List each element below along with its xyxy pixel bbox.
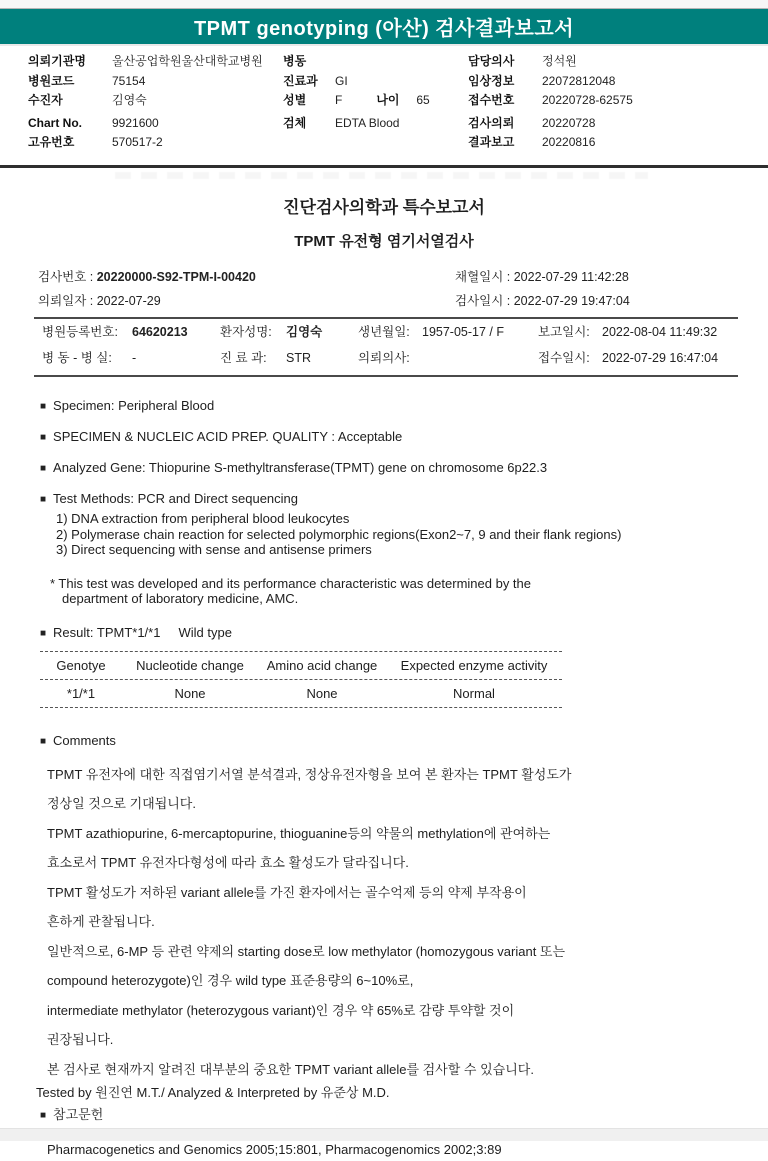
field-label: Chart No.: [28, 115, 82, 130]
field-value: 9921600: [112, 115, 159, 130]
analyzed-gene-line: ■ Analyzed Gene: Thiopurine S-methyltransferase(TPMT) gene on chromosome 6p22.3: [40, 460, 548, 475]
field-label: 수진자: [28, 93, 63, 107]
exam-no-label: 검사번호 :: [38, 270, 94, 284]
draw-time-label: 채혈일시 :: [455, 270, 511, 284]
field-label: 진 료 과:: [220, 351, 267, 365]
field-label: 병원코드: [28, 73, 75, 88]
field-value: GI: [335, 73, 348, 88]
report-time: 2022-08-04 11:49:32: [602, 325, 718, 339]
test-method-steps: [0, 511, 768, 558]
comment-line: TPMT 활성도가 저하된 variant allele를 가진 환자에서는 골수억제 등의 약제 부작용이: [47, 884, 527, 900]
referring-doctor: [422, 345, 538, 371]
comment-line: 효소로서 TPMT 유전자다형성에 따라 효소 활성도가 달라집니다.: [47, 855, 409, 870]
field-value: 20220728-62575: [542, 93, 633, 107]
report-title-bar: [0, 9, 768, 46]
request-date-label: 의뢰일자 :: [38, 294, 94, 308]
amino-acid-cell: None: [306, 685, 338, 701]
result-table-data-row: [40, 680, 562, 707]
enzyme-activity-cell: Normal: [453, 685, 495, 701]
receipt-time: 2022-07-29 16:47:04: [602, 351, 719, 365]
field-label: 고유번호: [28, 135, 75, 149]
column-header: Expected enzyme activity: [400, 657, 548, 673]
field-label: 진료과: [283, 73, 318, 88]
report-title: TPMT genotyping (아산) 검사결과보고서: [193, 18, 575, 40]
patient-table-bottom-rule: [34, 375, 738, 377]
info-row: [28, 133, 278, 153]
info-row: [283, 91, 463, 111]
field-label: 성별: [283, 93, 307, 107]
info-row: [28, 91, 278, 111]
info-row: [468, 114, 758, 134]
genotype-cell: *1/*1: [66, 685, 96, 701]
result-genotype: Result: TPMT*1/*1: [53, 624, 161, 640]
field-label: 검체: [283, 115, 307, 130]
draw-time-value: 2022-07-29 11:42:28: [513, 270, 629, 284]
field-value: 김영숙: [112, 93, 147, 107]
info-row: [283, 72, 463, 92]
info-row: [468, 91, 758, 111]
patient-row-2: [34, 345, 738, 371]
field-value: 정석원: [542, 54, 577, 68]
age-value: 65: [416, 93, 430, 107]
quality-line: ■ SPECIMEN & NUCLEIC ACID PREP. QUALITY : Acceptable: [40, 429, 403, 444]
patient-info-header: [0, 52, 768, 156]
field-value: EDTA Blood: [335, 115, 400, 130]
ward-room: -: [132, 351, 137, 365]
field-label: 병원등록번호:: [42, 325, 118, 339]
comment-line: 정상일 것으로 기대됩니다.: [47, 796, 196, 811]
info-row: [468, 72, 758, 92]
section-divider: [0, 165, 768, 168]
info-row: [468, 133, 758, 153]
field-label: 결과보고: [468, 135, 515, 149]
info-row: [28, 72, 278, 92]
field-label: 임상정보: [468, 73, 515, 88]
square-bullet-icon: ■: [40, 463, 47, 474]
reference-citation: Pharmacogenetics and Genomics 2005;15:801, Pharmacogenomics 2002;3:89: [47, 1142, 502, 1157]
development-note: * This test was developed and its performance characteristic was determined by the department of laboratory medicine, AMC.: [50, 575, 531, 606]
field-label: 생년월일:: [358, 325, 410, 339]
comment-line: 흔하게 관찰됩니다.: [47, 914, 155, 929]
method-step: 2) Polymerase chain reaction for selected polymorphic regions(Exon2~7, 9 and their flank regions): [56, 526, 622, 542]
test-title: TPMT 유전형 염기서열검사: [294, 233, 474, 250]
dashed-rule: [40, 707, 562, 708]
test-methods-line: ■ Test Methods: PCR and Direct sequencing: [40, 491, 299, 506]
comment-line: compound heterozygote)인 경우 wild type 표준용량의 6~10%로,: [47, 973, 414, 988]
exam-meta: [38, 265, 738, 313]
field-label: 병동: [283, 54, 307, 68]
field-value: 22072812048: [542, 73, 616, 88]
info-row: [283, 52, 463, 72]
department-title: 진단검사의학과 특수보고서: [283, 198, 485, 217]
column-header: Genotye: [56, 657, 106, 673]
age-label: 나이: [376, 93, 400, 107]
patient-table: [34, 319, 738, 371]
info-row: [283, 114, 463, 134]
result-line: [40, 623, 768, 645]
info-row: [28, 52, 278, 72]
field-value: F: [335, 93, 343, 107]
field-value: 20220816: [542, 135, 596, 149]
field-value: 570517-2: [112, 135, 163, 149]
method-step: 3) Direct sequencing with sense and antisense primers: [56, 542, 372, 557]
info-column-middle: [283, 52, 463, 133]
field-label: 보고일시:: [538, 325, 590, 339]
exam-no-value: 20220000-S92-TPM-I-00420: [96, 270, 256, 284]
field-label: 의뢰의사:: [358, 351, 410, 365]
scan-artifact: [115, 172, 648, 179]
field-label: 검사의뢰: [468, 115, 515, 130]
comment-line: TPMT azathiopurine, 6-mercaptopurine, thioguanine등의 약물의 methylation에 관여하는: [47, 825, 551, 841]
method-step: 1) DNA extraction from peripheral blood leukocytes: [56, 511, 350, 526]
square-bullet-icon: ■: [40, 735, 47, 747]
square-bullet-icon: ■: [40, 432, 47, 443]
comments-block: [0, 760, 768, 1085]
field-label: 접수일시:: [538, 351, 590, 365]
field-label: 환자성명:: [220, 325, 272, 339]
comments-title: ■ Comments: [40, 732, 116, 748]
comment-line: 본 검사로 현재까지 알려진 대부분의 중요한 TPMT variant allele를 검사할 수 있습니다.: [47, 1061, 534, 1077]
field-value: 20220728: [542, 115, 596, 130]
references-title: ■ 참고문헌: [40, 1107, 104, 1122]
report-body: [0, 391, 768, 1161]
info-row: [468, 52, 758, 72]
birth-date: 1957-05-17 / F: [422, 325, 504, 339]
column-header: Amino acid change: [266, 657, 378, 673]
comment-line: 권장됩니다.: [47, 1032, 114, 1047]
department: STR: [286, 351, 311, 365]
result-table: [40, 651, 562, 708]
info-column-right: [468, 52, 758, 153]
request-date-value: 2022-07-29: [96, 294, 161, 308]
comment-line: intermediate methylator (heterozygous variant)인 경우 약 65%로 감량 투약할 것이: [47, 1002, 515, 1018]
field-value: 울산공업학원울산대학교병원: [112, 54, 263, 68]
hospital-id: 64620213: [132, 325, 188, 339]
field-label: 병 동 - 병 실:: [42, 351, 112, 365]
result-table-header-row: [40, 652, 562, 679]
test-time-value: 2022-07-29 19:47:04: [513, 294, 630, 308]
nucleotide-cell: None: [174, 685, 206, 701]
info-row: [28, 114, 278, 134]
square-bullet-icon: ■: [40, 627, 47, 639]
field-label: 접수번호: [468, 93, 515, 107]
field-label: 담당의사: [468, 54, 515, 68]
square-bullet-icon: ■: [40, 1110, 47, 1121]
field-label: 의뢰기관명: [28, 54, 86, 68]
result-interpretation: Wild type: [178, 624, 232, 640]
tested-by-line: Tested by 원진연 M.T./ Analyzed & Interpreted by 유준상 M.D.: [36, 1085, 390, 1100]
comment-line: 일반적으로, 6-MP 등 관련 약제의 starting dose로 low methylator (homozygous variant 또는: [47, 943, 566, 959]
field-value: 75154: [112, 73, 146, 88]
column-header: Nucleotide change: [136, 657, 244, 673]
comment-line: TPMT 유전자에 대한 직접염기서열 분석결과, 정상유전자형을 보여 본 환자는 TPMT 활성도가: [47, 766, 572, 782]
info-column-left: [28, 52, 278, 153]
square-bullet-icon: ■: [40, 494, 47, 505]
patient-row-1: [34, 319, 738, 345]
patient-name: 김영숙: [286, 325, 323, 339]
footer-bar: [0, 1128, 768, 1141]
test-time-label: 검사일시 :: [455, 294, 511, 308]
top-strip: [0, 0, 768, 9]
specimen-line: ■ Specimen: Peripheral Blood: [40, 398, 215, 413]
square-bullet-icon: ■: [40, 401, 47, 412]
